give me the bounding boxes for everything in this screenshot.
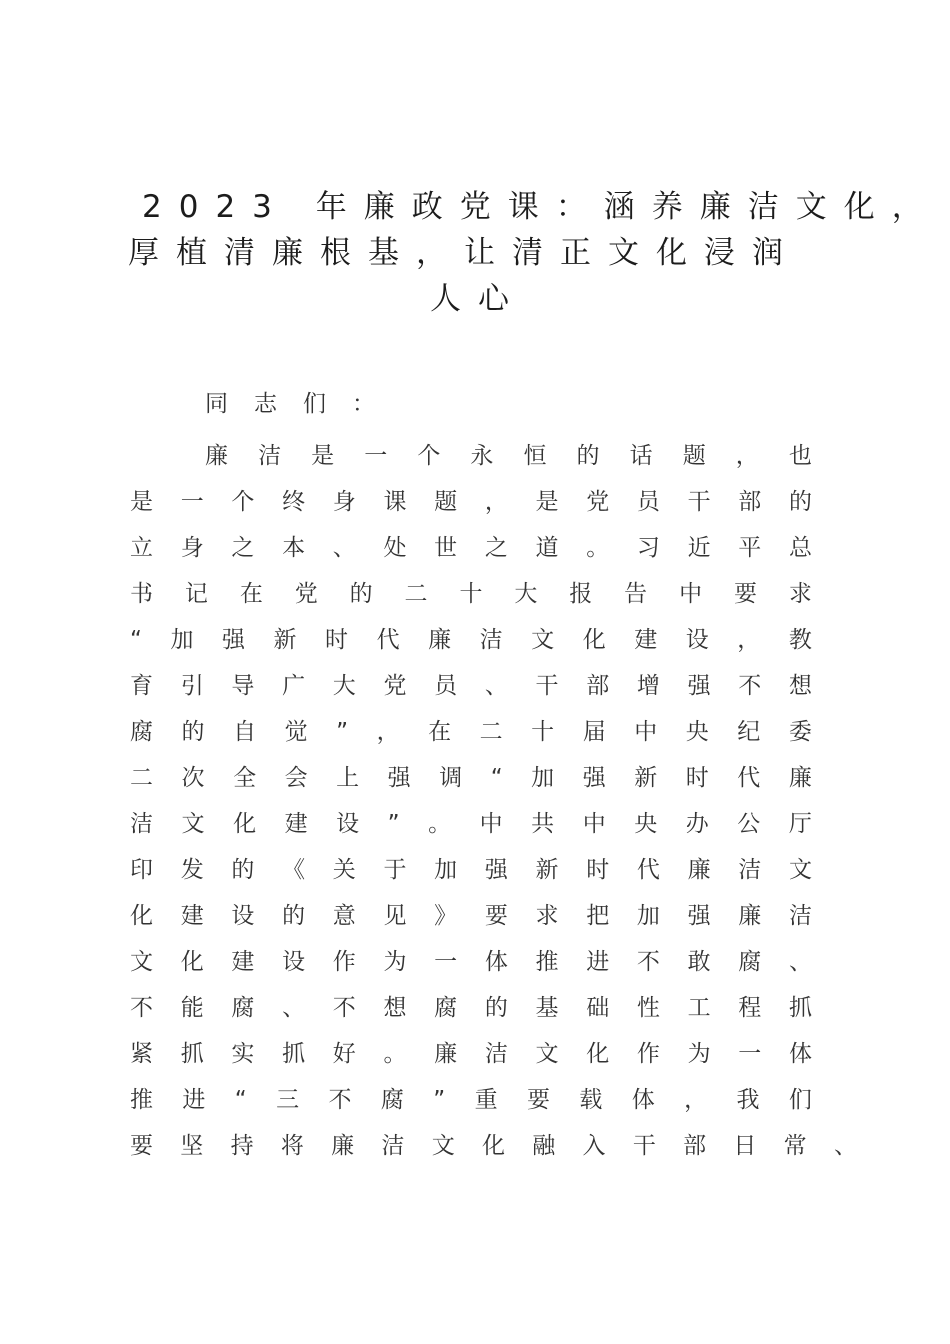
body-char: 设 <box>282 949 306 975</box>
body-char: 的 <box>282 903 306 929</box>
body-char: 时 <box>685 765 709 791</box>
body-char: 加 <box>636 903 660 929</box>
body-char: 进 <box>586 949 610 975</box>
body-char: ， <box>484 489 508 515</box>
body-char: 、 <box>833 1133 857 1159</box>
body-char: 体 <box>484 949 508 975</box>
body-char: 十 <box>459 581 483 607</box>
body-char: 厅 <box>788 811 812 837</box>
body-char: 体 <box>631 1087 655 1113</box>
body-char: 书 <box>130 581 153 607</box>
body-char: 新 <box>273 627 297 653</box>
body-char: 。 <box>586 535 610 561</box>
body-char: 洁 <box>484 1041 508 1067</box>
body-char: 们 <box>788 1087 812 1113</box>
body-char: 设 <box>685 627 709 653</box>
body-char: 化 <box>481 1133 505 1159</box>
body-char: 文 <box>431 1133 455 1159</box>
body-line <box>130 804 812 844</box>
body-char: 强 <box>687 903 711 929</box>
body-char: 二 <box>404 581 428 607</box>
body-char: 身 <box>332 489 356 515</box>
body-char: 进 <box>182 1087 206 1113</box>
body-char: 强 <box>387 765 411 791</box>
body-char: 部 <box>738 489 762 515</box>
body-char: 央 <box>634 811 658 837</box>
body-char: 、 <box>282 995 306 1021</box>
body-char: 增 <box>636 673 660 699</box>
body-char: 十 <box>531 719 555 745</box>
body-char: 建 <box>634 627 658 653</box>
body-char: 纪 <box>737 719 761 745</box>
body-char: 公 <box>737 811 761 837</box>
body-char: 处 <box>383 535 407 561</box>
body-char: 党 <box>586 489 610 515</box>
body-char: “ <box>130 627 142 653</box>
body-line <box>130 758 812 798</box>
body-char: 办 <box>685 811 709 837</box>
body-char: 会 <box>284 765 308 791</box>
body-char: 体 <box>788 1041 812 1067</box>
body-char: 持 <box>230 1133 254 1159</box>
body-char: 工 <box>687 995 711 1021</box>
body-char: 个 <box>417 443 441 469</box>
greeting: 同志们： <box>205 391 401 417</box>
body-char: 性 <box>636 995 660 1021</box>
body-char: 一 <box>434 949 458 975</box>
body-char: 总 <box>788 535 812 561</box>
body-char: ” <box>336 719 349 745</box>
body-char: 常 <box>783 1133 807 1159</box>
body-line <box>130 482 812 522</box>
body-char: 新 <box>535 857 559 883</box>
body-char: 》 <box>434 903 458 929</box>
body-char: 二 <box>130 765 153 791</box>
body-char: 化 <box>180 949 204 975</box>
body-char: 洁 <box>381 1133 405 1159</box>
body-char: 《 <box>282 857 306 883</box>
body-line <box>130 712 812 752</box>
body-char: 抓 <box>282 1041 306 1067</box>
body-char: 化 <box>130 903 153 929</box>
body-line <box>130 942 812 982</box>
body-char: 设 <box>336 811 360 837</box>
body-char: 建 <box>231 949 255 975</box>
body-char: 要 <box>733 581 757 607</box>
body-char: 一 <box>364 443 388 469</box>
body-line <box>130 1080 812 1120</box>
body-char: 告 <box>624 581 648 607</box>
body-char: 洁 <box>788 903 812 929</box>
body-char: 要 <box>130 1133 153 1159</box>
body-char: 立 <box>130 535 153 561</box>
body-char: 平 <box>738 535 762 561</box>
body-char: 文 <box>531 627 555 653</box>
body-line <box>130 1126 857 1166</box>
body-char: 话 <box>629 443 653 469</box>
body-char: 文 <box>181 811 205 837</box>
body-line <box>130 666 812 706</box>
body-char: 在 <box>239 581 263 607</box>
body-char: 中 <box>479 811 503 837</box>
body-char: 党 <box>294 581 318 607</box>
body-char: 部 <box>683 1133 707 1159</box>
body-line <box>130 620 812 660</box>
body-char: 化 <box>586 1041 610 1067</box>
body-char: 腐 <box>231 995 255 1021</box>
body-line <box>130 896 812 936</box>
body-char: 广 <box>282 673 306 699</box>
body-char: 的 <box>576 443 600 469</box>
body-char: 融 <box>532 1133 556 1159</box>
document-title-line-2: 厚植清廉根基，让清正文化浸润 <box>128 235 800 271</box>
body-char: 个 <box>231 489 255 515</box>
body-char: 课 <box>383 489 407 515</box>
body-char: 加 <box>434 857 458 883</box>
body-char: 强 <box>687 673 711 699</box>
body-char: 身 <box>180 535 204 561</box>
body-char: 实 <box>231 1041 255 1067</box>
body-char: 文 <box>788 857 812 883</box>
body-char: 员 <box>434 673 458 699</box>
body-char: 文 <box>535 1041 559 1067</box>
body-char: 日 <box>733 1133 757 1159</box>
body-char: 次 <box>181 765 205 791</box>
body-char: 题 <box>682 443 706 469</box>
body-char: ， <box>684 1087 708 1113</box>
body-char: 报 <box>569 581 593 607</box>
body-char: 近 <box>687 535 711 561</box>
body-char: 代 <box>737 765 761 791</box>
body-char: 恒 <box>523 443 547 469</box>
body-char: 推 <box>535 949 559 975</box>
body-line <box>130 850 812 890</box>
body-char: 能 <box>180 995 204 1021</box>
body-char: 设 <box>231 903 255 929</box>
body-char: ， <box>376 719 400 745</box>
document-title-line-3: 人心 <box>430 281 526 317</box>
body-char: 发 <box>180 857 204 883</box>
body-char: 调 <box>439 765 463 791</box>
body-char: 础 <box>586 995 610 1021</box>
body-char: 腐 <box>130 719 153 745</box>
body-char: ” <box>433 1087 446 1113</box>
body-char: 部 <box>586 673 610 699</box>
body-char: 三 <box>276 1087 300 1113</box>
body-char: 把 <box>586 903 610 929</box>
body-char: 载 <box>579 1087 603 1113</box>
body-char: “ <box>490 765 503 791</box>
body-char: 自 <box>233 719 257 745</box>
body-char: 不 <box>130 995 153 1021</box>
body-char: 上 <box>336 765 360 791</box>
body-char: 印 <box>130 857 153 883</box>
body-char: 。 <box>428 811 452 837</box>
body-char: 廉 <box>331 1133 355 1159</box>
body-char: 中 <box>634 719 658 745</box>
body-line <box>130 988 812 1028</box>
body-line <box>130 1034 812 1074</box>
body-char: 引 <box>180 673 204 699</box>
body-char: 抓 <box>788 995 812 1021</box>
body-char: 为 <box>687 1041 711 1067</box>
body-char: 作 <box>332 949 356 975</box>
body-char: 是 <box>311 443 335 469</box>
body-char: 大 <box>514 581 538 607</box>
body-char: 洁 <box>738 857 762 883</box>
body-char: ” <box>387 811 400 837</box>
body-char: 化 <box>582 627 606 653</box>
body-char: 中 <box>679 581 703 607</box>
body-char: 、 <box>332 535 356 561</box>
body-char: 想 <box>788 673 812 699</box>
body-char: 代 <box>636 857 660 883</box>
body-char: 加 <box>531 765 555 791</box>
body-char: 世 <box>434 535 458 561</box>
document-title-line-1: 2023 年廉政党课：涵养廉洁文化， <box>142 189 940 225</box>
body-char: 。 <box>383 1041 407 1067</box>
body-char: 之 <box>231 535 255 561</box>
body-char: 二 <box>479 719 503 745</box>
body-char: 洁 <box>130 811 153 837</box>
body-char: 新 <box>634 765 658 791</box>
body-char: 求 <box>535 903 559 929</box>
body-char: 的 <box>484 995 508 1021</box>
body-char: 时 <box>586 857 610 883</box>
body-char: 入 <box>582 1133 606 1159</box>
body-char: 不 <box>738 673 762 699</box>
body-char: “ <box>234 1087 247 1113</box>
body-char: 将 <box>280 1133 304 1159</box>
body-char: 时 <box>325 627 349 653</box>
body-char: 道 <box>535 535 559 561</box>
body-char: 不 <box>636 949 660 975</box>
body-char: 想 <box>383 995 407 1021</box>
body-char: 育 <box>130 673 153 699</box>
body-char: 题 <box>434 489 458 515</box>
body-char: 永 <box>470 443 494 469</box>
body-char: 要 <box>484 903 508 929</box>
body-char: 廉 <box>687 857 711 883</box>
body-char: 洁 <box>479 627 503 653</box>
body-char: 委 <box>788 719 812 745</box>
body-char: 作 <box>636 1041 660 1067</box>
body-char: 要 <box>526 1087 550 1113</box>
body-char: 大 <box>332 673 356 699</box>
body-char: 意 <box>332 903 356 929</box>
body-char: 的 <box>788 489 812 515</box>
body-char: 的 <box>181 719 205 745</box>
body-char: 我 <box>736 1087 760 1113</box>
body-char: 廉 <box>428 627 452 653</box>
body-char: 好 <box>332 1041 356 1067</box>
body-char: 强 <box>221 627 245 653</box>
body-char: 、 <box>788 949 812 975</box>
body-char: 坚 <box>180 1133 204 1159</box>
body-char: 洁 <box>258 443 282 469</box>
body-char: 为 <box>383 949 407 975</box>
body-char: 也 <box>788 443 812 469</box>
body-char: 廉 <box>434 1041 458 1067</box>
body-char: 廉 <box>788 765 812 791</box>
body-char: 习 <box>636 535 660 561</box>
body-char: 干 <box>535 673 559 699</box>
body-char: 求 <box>788 581 812 607</box>
body-char: 导 <box>231 673 255 699</box>
body-char: 文 <box>130 949 153 975</box>
body-char: 干 <box>687 489 711 515</box>
body-char: 终 <box>282 489 306 515</box>
body-line <box>130 574 812 614</box>
body-char: 紧 <box>130 1041 153 1067</box>
body-char: 建 <box>180 903 204 929</box>
body-char: 廉 <box>738 903 762 929</box>
body-char: 廉 <box>205 443 228 469</box>
body-char: 的 <box>231 857 255 883</box>
body-char: 腐 <box>380 1087 404 1113</box>
body-char: 化 <box>233 811 257 837</box>
body-char: 之 <box>484 535 508 561</box>
body-char: 强 <box>582 765 606 791</box>
body-char: 、 <box>484 673 508 699</box>
body-char: 于 <box>383 857 407 883</box>
body-char: 党 <box>383 673 407 699</box>
body-char: 敢 <box>687 949 711 975</box>
body-line <box>130 528 812 568</box>
body-char: 程 <box>738 995 762 1021</box>
body-char: 不 <box>332 995 356 1021</box>
body-char: 共 <box>531 811 555 837</box>
body-char: ， <box>735 443 759 469</box>
body-char: 是 <box>535 489 559 515</box>
body-line <box>205 436 812 476</box>
body-char: 推 <box>130 1087 153 1113</box>
body-char: 教 <box>788 627 812 653</box>
body-char: 央 <box>685 719 709 745</box>
body-char: 关 <box>332 857 356 883</box>
body-char: 一 <box>180 489 204 515</box>
body-char: 届 <box>582 719 606 745</box>
body-char: 抓 <box>180 1041 204 1067</box>
body-char: ， <box>737 627 761 653</box>
body-char: 的 <box>349 581 373 607</box>
body-char: 加 <box>170 627 194 653</box>
body-char: 强 <box>484 857 508 883</box>
body-char: 干 <box>632 1133 656 1159</box>
body-char: 腐 <box>738 949 762 975</box>
body-char: 腐 <box>434 995 458 1021</box>
body-char: 本 <box>282 535 306 561</box>
body-char: 见 <box>383 903 407 929</box>
body-char: 记 <box>184 581 208 607</box>
body-char: 重 <box>474 1087 498 1113</box>
body-char: 全 <box>233 765 257 791</box>
body-char: 在 <box>428 719 452 745</box>
body-char: 基 <box>535 995 559 1021</box>
body-char: 建 <box>284 811 308 837</box>
body-char: 不 <box>328 1087 352 1113</box>
body-char: 代 <box>376 627 400 653</box>
body-char: 觉 <box>284 719 308 745</box>
body-char: 一 <box>738 1041 762 1067</box>
body-char: 中 <box>582 811 606 837</box>
body-char: 是 <box>130 489 153 515</box>
body-char: 员 <box>636 489 660 515</box>
